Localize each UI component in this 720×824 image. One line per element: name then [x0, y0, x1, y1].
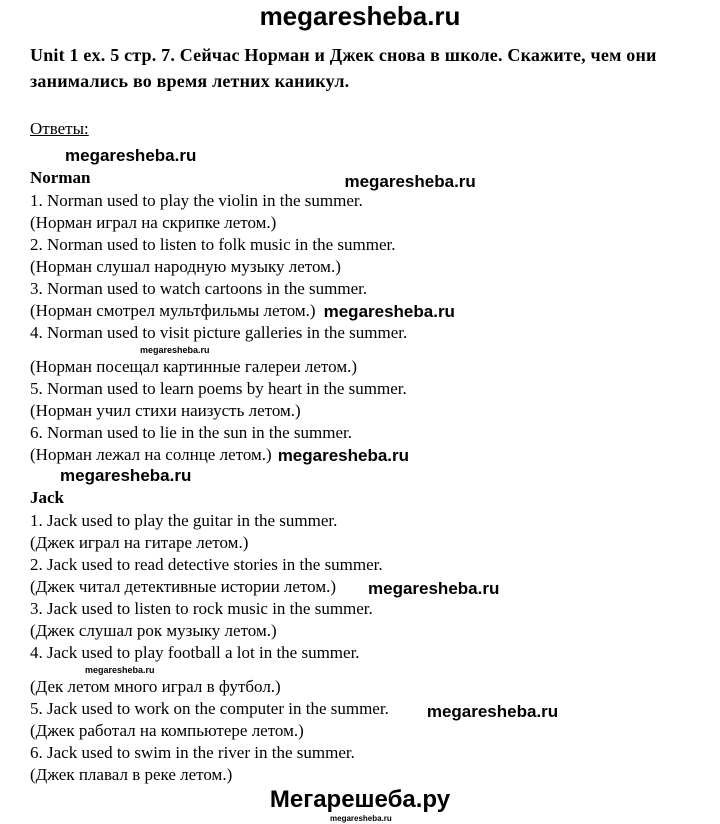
answer-en: 4. Norman used to visit picture galleries in the summer.: [30, 323, 408, 342]
answer-ru: (Джек слушал рок музыку летом.): [30, 621, 277, 640]
answer-ru: (Джек играл на гитаре летом.): [30, 533, 249, 552]
watermark: megaresheba.ru: [277, 446, 410, 465]
answer-ru: (Норман играл на скрипке летом.): [30, 213, 277, 232]
answer-ru: (Дек летом много играл в футбол.): [30, 677, 281, 696]
answer-ru-text: (Норман лежал на солнце летом.): [30, 445, 272, 464]
answer-ru: [30, 300, 690, 322]
answers-label: Ответы:: [30, 119, 89, 138]
answer-ru: [30, 444, 690, 466]
answer-en: 6. Norman used to lie in the sun in the summer.: [30, 423, 353, 442]
watermark: megaresheba.ru: [60, 466, 192, 485]
answer-en: 3. Norman used to watch cartoons in the summer.: [30, 279, 368, 298]
task-title: Unit 1 ex. 5 стр. 7. Сейчас Норман и Джек снова в школе. Скажите, чем они занимались во время летних каникул.: [30, 45, 657, 91]
answer-en: 1. Norman used to play the violin in the summer.: [30, 191, 363, 210]
answer-en: 1. Jack used to play the guitar in the summer.: [30, 511, 338, 530]
watermark: megaresheba.ru: [368, 579, 500, 598]
jack-heading-row: [30, 486, 690, 510]
answer-ru: (Джек работал на компьютере летом.): [30, 721, 304, 740]
watermark: megaresheba.ru: [140, 345, 210, 355]
answer-en: 5. Norman used to learn poems by heart in the summer.: [30, 379, 407, 398]
answer-en: 2. Jack used to read detective stories in the summer.: [30, 555, 383, 574]
answer-ru-text: (Норман смотрел мультфильмы летом.): [30, 301, 316, 320]
answer-ru: (Норман слушал народную музыку летом.): [30, 257, 341, 276]
norman-heading-row: [30, 166, 690, 190]
answer-en: 4. Jack used to play football a lot in the summer.: [30, 643, 360, 662]
watermark: megaresheba.ru: [330, 814, 392, 823]
answer-ru: (Норман учил стихи наизусть летом.): [30, 401, 301, 420]
answer-en: [30, 698, 690, 720]
section-heading-norman: Norman: [30, 168, 91, 187]
watermark: megaresheba.ru: [426, 702, 559, 721]
site-title-bottom: Мегарешеба.ру: [269, 786, 451, 813]
answer-ru: (Джек плавал в реке летом.): [30, 765, 233, 784]
answer-ru: (Норман посещал картинные галереи летом.): [30, 357, 357, 376]
answer-en: 3. Jack used to listen to rock music in the summer.: [30, 599, 373, 618]
watermark: megaresheba.ru: [323, 302, 455, 321]
watermark: megaresheba.ru: [65, 146, 197, 165]
site-title-top: megaresheba.ru: [259, 1, 461, 31]
answer-en: 2. Norman used to listen to folk music in the summer.: [30, 235, 396, 254]
answer-en: 6. Jack used to swim in the river in the summer.: [30, 743, 355, 762]
answer-en-text: 5. Jack used to work on the computer in the summer.: [30, 699, 389, 718]
answer-ru-text: (Джек читал детективные истории летом.): [30, 577, 336, 596]
section-heading-jack: Jack: [30, 488, 64, 507]
watermark: megaresheba.ru: [85, 665, 155, 675]
watermark: megaresheba.ru: [344, 172, 476, 191]
answer-ru: [30, 576, 690, 598]
